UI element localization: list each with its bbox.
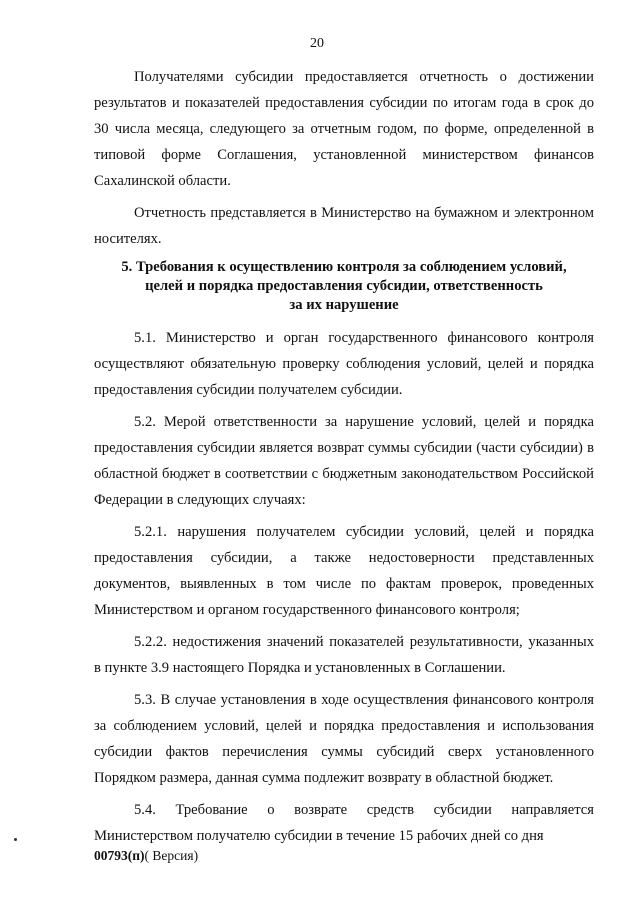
page-number: 20 <box>310 36 324 51</box>
section-heading-line-1: 5. Требования к осуществлению контроля за соблюдением условий, <box>121 259 567 275</box>
document-body <box>94 64 594 849</box>
section-heading-line-3: за их нарушение <box>289 297 399 313</box>
clause-5-1: 5.1. Министерство и орган государственного финансового контроля осуществляют обязательную проверку соблюдения условий, целей и порядка предоставления субсидии получателем субсидии. <box>94 330 594 398</box>
document-version: ( Версия) <box>144 848 199 863</box>
section-5-heading <box>94 258 594 315</box>
section-heading-line-2: целей и порядка предоставления субсидии, ответственность <box>145 278 543 294</box>
clause-5-3: 5.3. В случае установления в ходе осуществления финансового контроля за соблюдением условий, целей и порядка предоставления и использования субсидии фактов перечисления суммы субсидий сверх установленного Порядком размера, данная сумма подлежит возврату в областной бюджет. <box>94 692 594 786</box>
document-footer <box>94 848 198 864</box>
paragraph-report-submission: Отчетность представляется в Министерство на бумажном и электронном носителях. <box>94 205 594 247</box>
clause-5-4: 5.4. Требование о возврате средств субсидии направляется Министерством получателю субсидии в течение 15 рабочих дней со дня <box>94 802 594 844</box>
clause-5-2-1: 5.2.1. нарушения получателем субсидии условий, целей и порядка предоставления субсидии, а также недостоверности представленных документов, выявленных в том числе по фактам проверок, проведенных Министерством и органом государственного финансового контроля; <box>94 524 594 618</box>
paragraph-report-deadline: Получателями субсидии предоставляется отчетность о достижении результатов и показателей предоставления субсидии по итогам года в срок до 30 числа месяца, следующего за отчетным годом, по форме, определенной в типовой форме Соглашения, установленной министерством финансов Сахалинской области. <box>94 69 594 189</box>
clause-5-2-2: 5.2.2. недостижения значений показателей результативности, указанных в пункте 3.9 настоящего Порядка и установленных в Соглашении. <box>94 634 594 676</box>
scan-margin-dot <box>14 838 17 841</box>
clause-5-2: 5.2. Мерой ответственности за нарушение условий, целей и порядка предоставления субсидии является возврат суммы субсидии (части субсидии) в областной бюджет в соответствии с бюджетным законодательством Российской Федерации в следующих случаях: <box>94 414 594 508</box>
document-code: 00793(п) <box>94 848 145 863</box>
